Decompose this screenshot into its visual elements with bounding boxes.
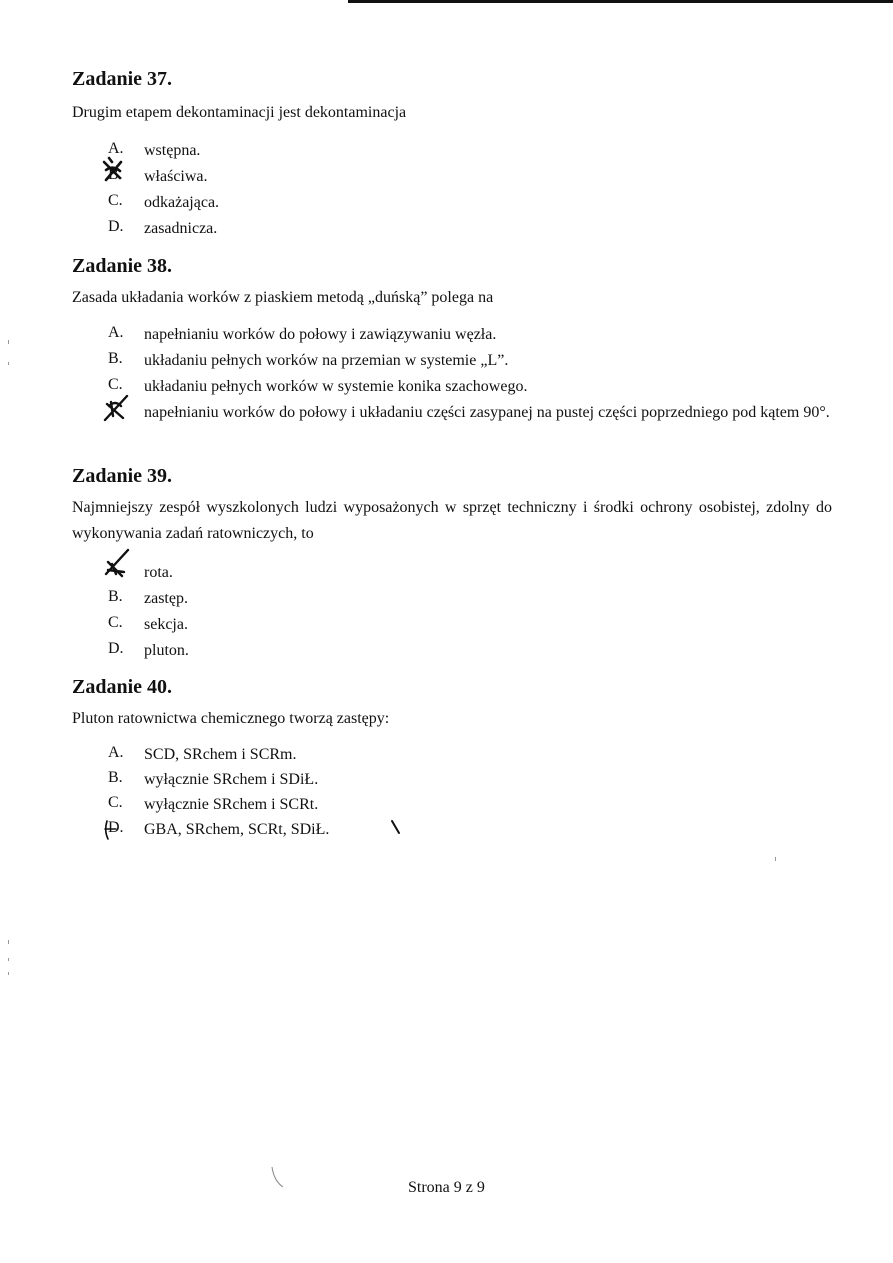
answer-option-c[interactable]	[108, 792, 833, 818]
answer-text: napełnianiu worków do połowy i układaniu części zasypanej na pustej części poprzedniego pod kątem 90°.	[144, 404, 830, 421]
answer-text: właściwa.	[144, 168, 208, 185]
answer-text: SCD, SRchem i SCRm.	[144, 746, 297, 763]
answer-letter: B.	[108, 769, 123, 786]
answer-letter: A.	[108, 140, 124, 157]
answer-text: wyłącznie SRchem i SCRt.	[144, 796, 319, 813]
answer-letter: A.	[108, 744, 124, 761]
answer-text: układaniu pełnych worków na przemian w systemie „L”.	[144, 352, 509, 369]
answer-option-d[interactable]	[108, 638, 833, 664]
scan-speck	[8, 340, 9, 344]
top-rule	[348, 0, 893, 3]
scan-speck	[8, 362, 9, 365]
answer-letter: B.	[108, 166, 123, 183]
answer-letter: B.	[108, 588, 123, 605]
answer-letter	[108, 400, 124, 422]
answer-option-d[interactable]	[108, 817, 833, 843]
scan-speck	[8, 958, 9, 961]
answer-letter: D.	[108, 640, 124, 657]
answer-option-a[interactable]	[108, 138, 833, 164]
question-title: Zadanie 40.	[72, 676, 173, 698]
answer-text: zasadnicza.	[144, 220, 218, 237]
answer-text: GBA, SRchem, SCRt, SDiŁ.	[144, 821, 330, 838]
answer-text: zastęp.	[144, 590, 188, 607]
stray-pen-stroke	[270, 1165, 286, 1191]
answer-text: sekcja.	[144, 616, 188, 633]
answer-letter: D.	[108, 819, 124, 836]
answer-option-c[interactable]	[108, 190, 833, 216]
answer-letter: A.	[108, 324, 124, 341]
answer-option-d[interactable]	[108, 216, 833, 242]
answer-text: odkażająca.	[144, 194, 220, 211]
question-stem: Pluton ratownictwa chemicznego tworzą zastępy:	[72, 710, 390, 727]
answer-text: pluton.	[144, 642, 189, 659]
answer-option-c[interactable]	[108, 612, 833, 638]
question-title: Zadanie 37.	[72, 68, 173, 90]
answer-option-a[interactable]	[108, 742, 833, 768]
answer-letter: C.	[108, 192, 123, 209]
answer-letter: B.	[108, 350, 123, 367]
question-stem: Najmniejszy zespół wyszkolonych ludzi wyposażonych w sprzęt techniczny i środki ochrony osobistej, zdolny do wykonywania zadań ratowniczych, to	[72, 499, 832, 542]
answer-text: rota.	[144, 564, 173, 581]
scan-speck	[8, 972, 9, 975]
answer-letter	[108, 560, 124, 582]
scan-speck	[775, 857, 776, 861]
answer-text: wyłącznie SRchem i SDiŁ.	[144, 771, 319, 788]
answer-option-b[interactable]	[108, 348, 833, 374]
answer-option-b[interactable]	[108, 586, 833, 612]
answer-letter: C.	[108, 376, 123, 393]
answer-option-a[interactable]	[108, 322, 833, 348]
answer-text: wstępna.	[144, 142, 201, 159]
scan-speck	[8, 940, 9, 944]
answer-option-b[interactable]	[108, 767, 833, 793]
answer-letter: C.	[108, 794, 123, 811]
answer-letter: D.	[108, 218, 124, 235]
question-stem: Zasada układania worków z piaskiem metodą „duńską” polega na	[72, 289, 494, 306]
answer-text: układaniu pełnych worków w systemie konika szachowego.	[144, 378, 528, 395]
question-title: Zadanie 38.	[72, 255, 173, 277]
answer-option-d[interactable]	[108, 400, 833, 452]
page-number: Strona 9 z 9	[408, 1179, 485, 1196]
answer-option-c[interactable]	[108, 374, 833, 400]
answer-option-b[interactable]	[108, 164, 833, 190]
answer-option-a[interactable]	[108, 560, 833, 586]
answer-text: napełnianiu worków do połowy i zawiązywaniu węzła.	[144, 326, 497, 343]
question-title: Zadanie 39.	[72, 465, 173, 487]
question-stem: Drugim etapem dekontaminacji jest dekontaminacja	[72, 104, 407, 121]
answer-letter: C.	[108, 614, 123, 631]
